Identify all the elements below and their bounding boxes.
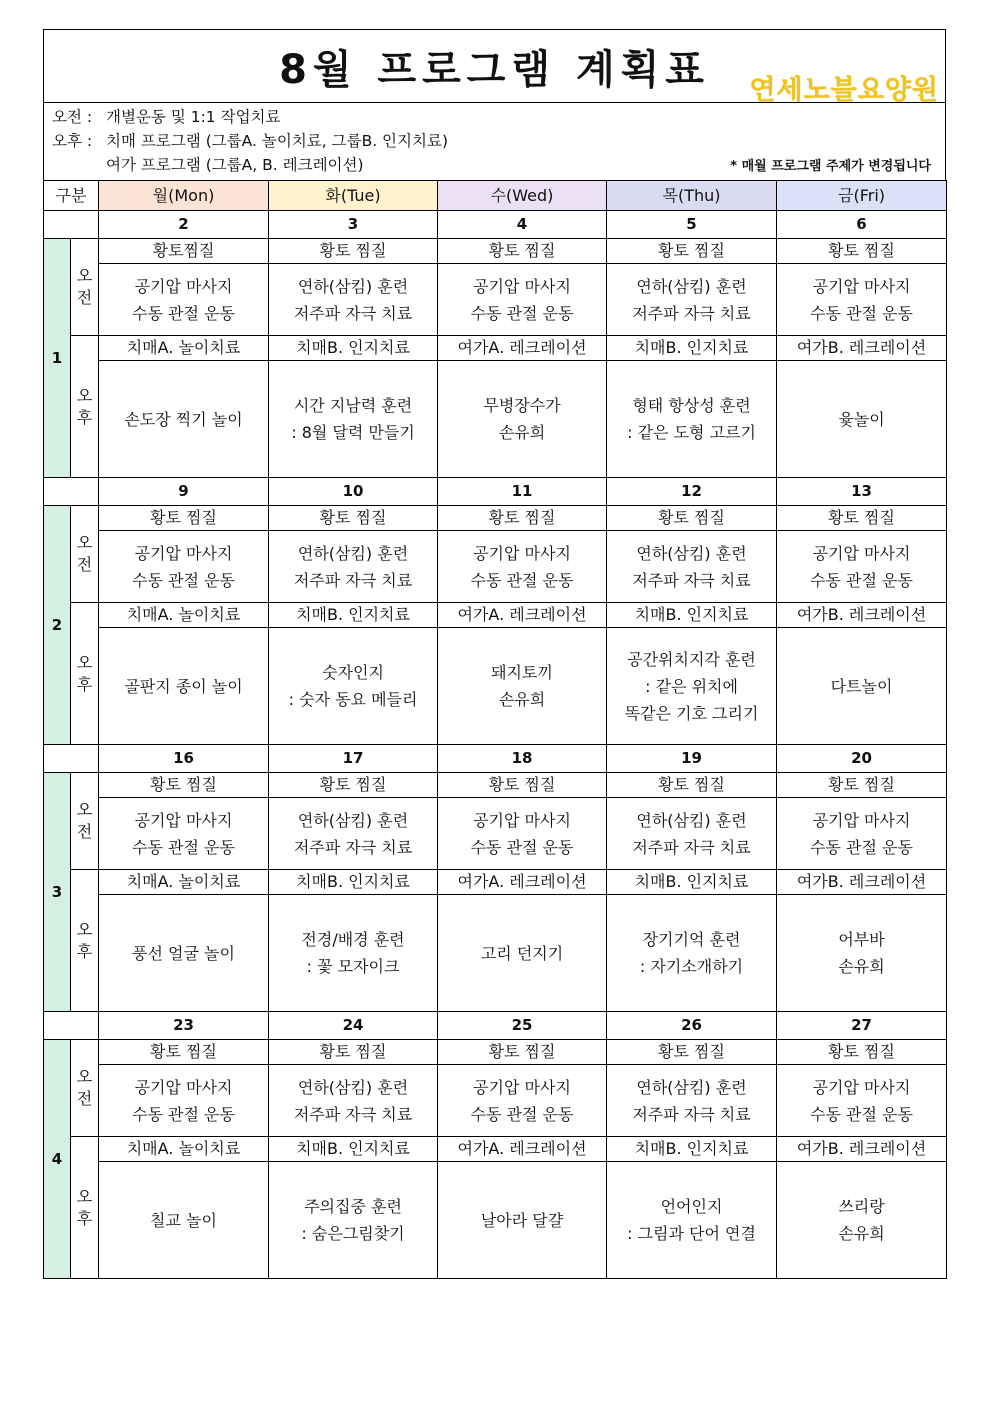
am-top-cell: 황토 찜질: [269, 1040, 438, 1065]
pm-main-cell: 무병장수가 손유희: [438, 361, 607, 478]
am-main-cell: 연하(삼킴) 훈련 저주파 자극 치료: [607, 264, 777, 336]
pm-top-cell: 치매B. 인지치료: [607, 870, 777, 895]
pm-top-cell: 여가A. 레크레이션: [438, 336, 607, 361]
pm-top-cell: 여가A. 레크레이션: [438, 603, 607, 628]
date-cell: 16: [99, 745, 269, 773]
date-row-spacer: [44, 211, 99, 239]
week-label: 3: [44, 773, 71, 1012]
pm-text-2: 여가 프로그램 (그룹A, B. 레크레이션): [106, 156, 364, 174]
am-top-cell: 황토 찜질: [99, 773, 269, 798]
am-main-cell: 공기압 마사지 수동 관절 운동: [438, 264, 607, 336]
pm-top-cell: 치매A. 놀이치료: [99, 603, 269, 628]
week-am-main-row: [44, 264, 947, 336]
pm-top-cell: 여가B. 레크레이션: [777, 603, 947, 628]
pm-main-cell: 시간 지남력 훈련 : 8월 달력 만들기: [269, 361, 438, 478]
am-top-cell: 황토 찜질: [438, 773, 607, 798]
am-top-cell: 황토 찜질: [99, 1040, 269, 1065]
date-cell: 25: [438, 1012, 607, 1040]
date-cell: 3: [269, 211, 438, 239]
am-text: 개별운동 및 1:1 작업치료: [106, 108, 281, 126]
am-main-cell: 연하(삼킴) 훈련 저주파 자극 치료: [269, 531, 438, 603]
week-am-top-row: [44, 506, 947, 531]
category-header: 구분: [44, 181, 99, 211]
am-main-cell: 공기압 마사지 수동 관절 운동: [99, 264, 269, 336]
date-cell: 26: [607, 1012, 777, 1040]
am-top-cell: 황토 찜질: [269, 773, 438, 798]
day-header-tue: 화(Tue): [269, 181, 438, 211]
am-main-cell: 공기압 마사지 수동 관절 운동: [99, 1065, 269, 1137]
am-top-cell: 황토찜질: [99, 239, 269, 264]
date-cell: 19: [607, 745, 777, 773]
am-main-cell: 연하(삼킴) 훈련 저주파 자극 치료: [607, 531, 777, 603]
date-cell: 24: [269, 1012, 438, 1040]
pm-main-cell: 골판지 종이 놀이: [99, 628, 269, 745]
date-cell: 4: [438, 211, 607, 239]
week-label: 2: [44, 506, 71, 745]
week-pm-main-row: [44, 628, 947, 745]
pm-period-label: 오 후: [71, 336, 99, 478]
change-note: * 매월 프로그램 주제가 변경됩니다: [730, 159, 931, 174]
am-main-cell: 공기압 마사지 수동 관절 운동: [777, 531, 947, 603]
date-row-spacer: [44, 1012, 99, 1040]
am-top-cell: 황토 찜질: [438, 1040, 607, 1065]
pm-main-cell: 주의집중 훈련 : 숨은그림찾기: [269, 1162, 438, 1279]
date-row: [44, 211, 947, 239]
pm-main-cell: 형태 항상성 훈련 : 같은 도형 고르기: [607, 361, 777, 478]
week-am-top-row: [44, 1040, 947, 1065]
week-pm-main-row: [44, 895, 947, 1012]
pm-top-cell: 치매A. 놀이치료: [99, 870, 269, 895]
date-cell: 2: [99, 211, 269, 239]
pm-main-cell: 날아라 달걀: [438, 1162, 607, 1279]
am-top-cell: 황토 찜질: [777, 773, 947, 798]
am-main-cell: 공기압 마사지 수동 관절 운동: [438, 1065, 607, 1137]
pm-top-cell: 여가B. 레크레이션: [777, 870, 947, 895]
pm-top-cell: 치매B. 인지치료: [269, 603, 438, 628]
am-main-cell: 공기압 마사지 수동 관절 운동: [777, 1065, 947, 1137]
day-header-mon: 월(Mon): [99, 181, 269, 211]
schedule-sheet: [43, 29, 946, 1279]
am-top-cell: 황토 찜질: [777, 1040, 947, 1065]
date-cell: 27: [777, 1012, 947, 1040]
pm-top-cell: 여가B. 레크레이션: [777, 1137, 947, 1162]
pm-main-cell: 풍선 얼굴 놀이: [99, 895, 269, 1012]
pm-main-cell: 공간위치지각 훈련 : 같은 위치에 똑같은 기호 그리기: [607, 628, 777, 745]
week-am-top-row: [44, 239, 947, 264]
am-top-cell: 황토 찜질: [607, 239, 777, 264]
am-main-cell: 연하(삼킴) 훈련 저주파 자극 치료: [607, 798, 777, 870]
date-cell: 20: [777, 745, 947, 773]
pm-top-cell: 치매B. 인지치료: [607, 1137, 777, 1162]
date-cell: 13: [777, 478, 947, 506]
am-main-cell: 연하(삼킴) 훈련 저주파 자극 치료: [607, 1065, 777, 1137]
date-cell: 9: [99, 478, 269, 506]
am-period-label: 오 전: [71, 773, 99, 870]
pm-period-label: 오 후: [71, 603, 99, 745]
am-main-cell: 공기압 마사지 수동 관절 운동: [777, 264, 947, 336]
pm-top-cell: 여가A. 레크레이션: [438, 1137, 607, 1162]
header-row: [44, 181, 947, 211]
date-cell: 5: [607, 211, 777, 239]
date-cell: 11: [438, 478, 607, 506]
pm-main-cell: 다트놀이: [777, 628, 947, 745]
am-top-cell: 황토 찜질: [99, 506, 269, 531]
day-header-wed: 수(Wed): [438, 181, 607, 211]
am-main-cell: 공기압 마사지 수동 관절 운동: [438, 798, 607, 870]
am-top-cell: 황토 찜질: [777, 239, 947, 264]
week-am-main-row: [44, 798, 947, 870]
pm-main-cell: 전경/배경 훈련 : 꽃 모자이크: [269, 895, 438, 1012]
date-cell: 23: [99, 1012, 269, 1040]
week-am-main-row: [44, 531, 947, 603]
pm-main-cell: 돼지토끼 손유희: [438, 628, 607, 745]
title-row: [43, 29, 946, 106]
pm-period-label: 오 후: [71, 870, 99, 1012]
day-header-thu: 목(Thu): [607, 181, 777, 211]
day-header-fri: 금(Fri): [777, 181, 947, 211]
am-top-cell: 황토 찜질: [607, 1040, 777, 1065]
date-row: [44, 745, 947, 773]
pm-top-cell: 치매A. 놀이치료: [99, 1137, 269, 1162]
pm-top-cell: 여가B. 레크레이션: [777, 336, 947, 361]
pm-main-cell: 장기기억 훈련 : 자기소개하기: [607, 895, 777, 1012]
am-main-cell: 연하(삼킴) 훈련 저주파 자극 치료: [269, 1065, 438, 1137]
date-cell: 17: [269, 745, 438, 773]
date-row-spacer: [44, 478, 99, 506]
pm-top-cell: 치매B. 인지치료: [607, 336, 777, 361]
program-info: [43, 102, 946, 180]
am-main-cell: 공기압 마사지 수동 관절 운동: [99, 531, 269, 603]
am-label: 오전 :: [52, 108, 93, 126]
am-main-cell: 연하(삼킴) 훈련 저주파 자극 치료: [269, 264, 438, 336]
am-main-cell: 공기압 마사지 수동 관절 운동: [99, 798, 269, 870]
am-top-cell: 황토 찜질: [269, 506, 438, 531]
am-period-label: 오 전: [71, 506, 99, 603]
date-row: [44, 1012, 947, 1040]
am-period-label: 오 전: [71, 1040, 99, 1137]
pm-top-cell: 치매B. 인지치료: [269, 336, 438, 361]
page-title: 8월 프로그램 계획표: [279, 47, 710, 93]
week-pm-top-row: [44, 603, 947, 628]
brand-logo-text: 연세노블요양원: [749, 75, 939, 106]
pm-text-1: 치매 프로그램 (그룹A. 놀이치료, 그룹B. 인지치료): [106, 132, 448, 150]
date-cell: 18: [438, 745, 607, 773]
week-am-top-row: [44, 773, 947, 798]
pm-main-cell: 칠교 놀이: [99, 1162, 269, 1279]
week-pm-top-row: [44, 336, 947, 361]
date-cell: 10: [269, 478, 438, 506]
am-top-cell: 황토 찜질: [607, 506, 777, 531]
am-main-cell: 연하(삼킴) 훈련 저주파 자극 치료: [269, 798, 438, 870]
date-cell: 12: [607, 478, 777, 506]
pm-top-cell: 치매A. 놀이치료: [99, 336, 269, 361]
pm-main-cell: 손도장 찍기 놀이: [99, 361, 269, 478]
pm-period-label: 오 후: [71, 1137, 99, 1279]
am-main-cell: 공기압 마사지 수동 관절 운동: [438, 531, 607, 603]
pm-main-cell: 고리 던지기: [438, 895, 607, 1012]
pm-top-cell: 치매B. 인지치료: [607, 603, 777, 628]
week-pm-main-row: [44, 1162, 947, 1279]
week-label: 4: [44, 1040, 71, 1279]
schedule-table: [43, 180, 947, 1279]
pm-main-cell: 숫자인지 : 숫자 동요 메들리: [269, 628, 438, 745]
pm-top-cell: 치매B. 인지치료: [269, 870, 438, 895]
am-main-cell: 공기압 마사지 수동 관절 운동: [777, 798, 947, 870]
week-pm-top-row: [44, 870, 947, 895]
date-cell: 6: [777, 211, 947, 239]
week-am-main-row: [44, 1065, 947, 1137]
am-top-cell: 황토 찜질: [269, 239, 438, 264]
date-row-spacer: [44, 745, 99, 773]
week-pm-top-row: [44, 1137, 947, 1162]
pm-main-cell: 언어인지 : 그림과 단어 연결: [607, 1162, 777, 1279]
am-top-cell: 황토 찜질: [438, 506, 607, 531]
pm-top-cell: 치매B. 인지치료: [269, 1137, 438, 1162]
pm-top-cell: 여가A. 레크레이션: [438, 870, 607, 895]
date-row: [44, 478, 947, 506]
am-period-label: 오 전: [71, 239, 99, 336]
am-top-cell: 황토 찜질: [777, 506, 947, 531]
am-top-cell: 황토 찜질: [607, 773, 777, 798]
pm-label: 오후 :: [52, 132, 93, 150]
am-top-cell: 황토 찜질: [438, 239, 607, 264]
pm-main-cell: 어부바 손유희: [777, 895, 947, 1012]
pm-main-cell: 윷놀이: [777, 361, 947, 478]
week-label: 1: [44, 239, 71, 478]
week-pm-main-row: [44, 361, 947, 478]
pm-main-cell: 쓰리랑 손유희: [777, 1162, 947, 1279]
